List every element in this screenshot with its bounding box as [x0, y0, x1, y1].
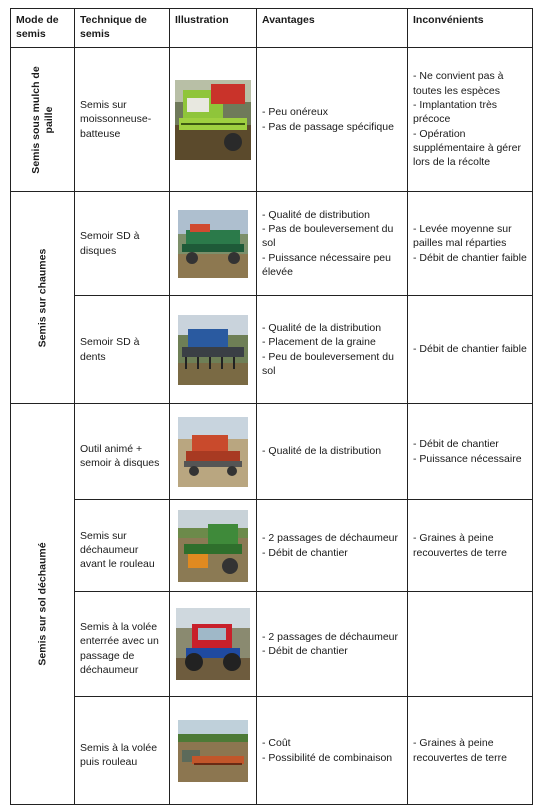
- inconvenient-item: - Débit de chantier faible: [413, 343, 527, 356]
- disc-seeder-photo-icon: [178, 210, 248, 278]
- inconvenient-item: - Débit de chantier faible: [413, 251, 527, 264]
- avantages-cell: [257, 500, 408, 592]
- avantage-item: - Peu onéreux: [262, 106, 328, 119]
- technique-cell: Semis sur déchaumeur avant le rouleau: [75, 500, 170, 592]
- table-row: [11, 296, 533, 404]
- illustration-cell: [170, 296, 257, 404]
- table-row: [11, 192, 533, 296]
- inconvenients-cell: [408, 500, 533, 592]
- header-technique: Technique de semis: [75, 9, 170, 48]
- inconvenients-cell: [408, 296, 533, 404]
- table-row: [11, 48, 533, 192]
- seeding-techniques-table: [10, 8, 533, 805]
- table-row: [11, 697, 533, 805]
- header-inconvenients: Inconvénients: [408, 9, 533, 48]
- stubble-cultivator-photo-icon: [178, 510, 248, 582]
- avantage-item: - Possibilité de combinaison: [262, 751, 393, 764]
- illustration-cell: [170, 192, 257, 296]
- technique-cell: Semis à la volée enterrée avec un passage de déchaumeur: [75, 592, 170, 697]
- technique-cell: Semis sur moissonneuse-batteuse: [75, 48, 170, 192]
- avantages-cell: [257, 697, 408, 805]
- inconvenients-cell: [408, 592, 533, 697]
- table-row: [11, 500, 533, 592]
- avantage-item: - Puissance nécessaire peu élevée: [262, 251, 391, 278]
- illustration-cell: [170, 697, 257, 805]
- avantages-cell: [257, 592, 408, 697]
- avantage-item: - 2 passages de déchaumeur: [262, 532, 399, 545]
- technique-cell: Semoir SD à disques: [75, 192, 170, 296]
- tine-seeder-photo-icon: [178, 315, 248, 385]
- technique-cell: Semoir SD à dents: [75, 296, 170, 404]
- avantage-item: - Coût: [262, 737, 291, 750]
- avantages-cell: [257, 296, 408, 404]
- illustration-cell: [170, 500, 257, 592]
- mode-cell-dechaume: [11, 404, 75, 805]
- inconvenient-item: - Graines à peine recouvertes de terre: [413, 532, 507, 559]
- inconvenient-item: - Graines à peine recouvertes de terre: [413, 737, 507, 764]
- avantages-cell: [257, 48, 408, 192]
- avantage-item: - Débit de chantier: [262, 546, 348, 559]
- inconvenients-cell: [408, 404, 533, 500]
- inconvenients-cell: [408, 192, 533, 296]
- tractor-photo-icon: [176, 608, 250, 680]
- avantage-item: - Placement de la graine: [262, 336, 376, 349]
- avantage-item: - Qualité de distribution: [262, 208, 370, 221]
- combine-harvester-photo-icon: [175, 80, 251, 160]
- inconvenient-item: - Implantation très précoce: [413, 99, 498, 126]
- avantages-cell: [257, 404, 408, 500]
- inconvenient-item: - Débit de chantier: [413, 438, 499, 451]
- avantage-item: - 2 passages de déchaumeur: [262, 630, 399, 643]
- mode-label-chaumes: Semis sur chaumes: [36, 248, 48, 347]
- header-avantages: Avantages: [257, 9, 408, 48]
- inconvenients-cell: [408, 697, 533, 805]
- power-harrow-seeder-photo-icon: [178, 417, 248, 487]
- inconvenient-item: - Ne convient pas à toutes les espèces: [413, 70, 504, 97]
- table-row: [11, 404, 533, 500]
- avantage-item: - Qualité de la distribution: [262, 321, 382, 334]
- avantage-item: - Pas de bouleversement du sol: [262, 223, 394, 250]
- inconvenient-item: - Levée moyenne sur pailles mal réparties: [413, 223, 512, 250]
- inconvenients-cell: [408, 48, 533, 192]
- mode-cell-chaumes: [11, 192, 75, 404]
- mode-cell-mulch: [11, 48, 75, 192]
- header-mode: Mode de semis: [11, 9, 75, 48]
- avantages-cell: [257, 192, 408, 296]
- avantage-item: - Pas de passage spécifique: [262, 120, 394, 133]
- illustration-cell: [170, 592, 257, 697]
- technique-cell: Outil animé + semoir à disques: [75, 404, 170, 500]
- illustration-cell: [170, 404, 257, 500]
- illustration-cell: [170, 48, 257, 192]
- technique-cell: Semis à la volée puis rouleau: [75, 697, 170, 805]
- table-row: [11, 592, 533, 697]
- avantage-item: - Débit de chantier: [262, 645, 348, 657]
- header-illustration: Illustration: [170, 9, 257, 48]
- inconvenient-item: - Opération supplémentaire à gérer lors de la récolte: [413, 127, 521, 169]
- header-row: [11, 9, 533, 48]
- inconvenient-item: - Puissance nécessaire: [413, 452, 522, 465]
- mode-label-dechaume: Semis sur sol déchaumé: [36, 542, 48, 666]
- avantage-item: - Qualité de la distribution: [262, 445, 382, 458]
- roller-field-photo-icon: [178, 720, 248, 782]
- mode-label-mulch: Semis sous mulch de paille: [29, 65, 55, 174]
- avantage-item: - Peu de bouleversement du sol: [262, 350, 394, 377]
